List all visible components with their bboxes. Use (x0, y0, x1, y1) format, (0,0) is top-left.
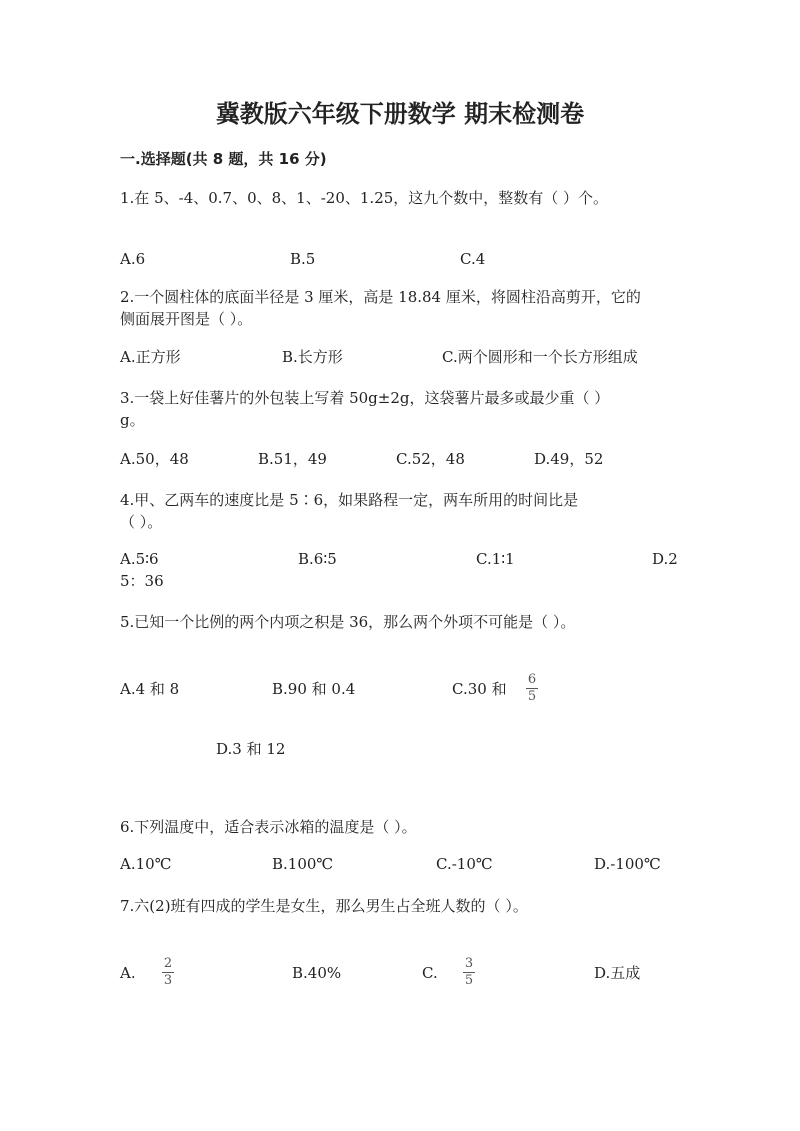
question-1-option-c: C.4 (460, 250, 486, 268)
question-6-option-b: B.100℃ (272, 855, 334, 873)
fraction-numerator: 6 (527, 672, 537, 687)
fraction-denominator: 5 (464, 973, 474, 988)
question-6-stem: 6.下列温度中，适合表示冰箱的温度是（ ）。 (120, 818, 417, 836)
question-7-option-c-fraction (463, 957, 475, 988)
question-3-option-c: C.52，48 (396, 450, 465, 468)
question-5-option-a: A.4 和 8 (120, 680, 180, 698)
question-3-stem-line2: g。 (120, 411, 145, 429)
question-7-option-c: C. (422, 964, 438, 982)
question-5-option-c-fraction (526, 673, 538, 704)
question-4-option-b: B.6∶5 (298, 550, 337, 568)
fraction-denominator: 3 (163, 973, 173, 988)
question-3-option-b: B.51，49 (258, 450, 327, 468)
section-heading: 一.选择题(共 8 题，共 16 分) (120, 150, 327, 168)
page-title: 冀教版六年级下册数学 期末检测卷 (215, 100, 585, 128)
question-6-option-c: C.-10℃ (436, 855, 493, 873)
question-7-option-a: A. (120, 964, 136, 982)
fraction-denominator: 5 (527, 689, 537, 704)
question-4-option-d: D.2 (652, 550, 678, 568)
question-2-option-c: C.两个圆形和一个长方形组成 (442, 348, 638, 366)
question-6-option-d: D.-100℃ (594, 855, 661, 873)
question-5-stem: 5.已知一个比例的两个内项之积是 36，那么两个外项不可能是（ ）。 (120, 613, 576, 631)
question-6-option-a: A.10℃ (120, 855, 172, 873)
question-3-option-d: D.49，52 (534, 450, 604, 468)
question-5-option-c: C.30 和 (452, 680, 507, 698)
question-7-option-a-fraction (162, 957, 174, 988)
fraction-numerator: 3 (464, 956, 474, 971)
question-4-stem-line1: 4.甲、乙两车的速度比是 5∶6，如果路程一定，两车所用的时间比是 (120, 491, 579, 509)
question-3-option-a: A.50，48 (120, 450, 189, 468)
question-1-stem: 1.在 5、-4、0.7、0、8、1、-20、1.25，这九个数中，整数有（ ）个。 (120, 189, 609, 207)
fraction-numerator: 2 (163, 956, 173, 971)
question-2-option-a: A.正方形 (120, 348, 181, 366)
question-4-stem-line2: （ ）。 (120, 513, 163, 531)
question-4-option-c: C.1∶1 (476, 550, 515, 568)
question-4-option-a: A.5∶6 (120, 550, 159, 568)
question-5-option-d: D.3 和 12 (216, 740, 286, 758)
question-2-option-b: B.长方形 (282, 348, 343, 366)
question-2-stem-line1: 2.一个圆柱体的底面半径是 3 厘米，高是 18.84 厘米，将圆柱沿高剪开，它的 (120, 288, 641, 306)
question-5-option-b: B.90 和 0.4 (272, 680, 356, 698)
question-7-option-d: D.五成 (594, 964, 641, 982)
question-7-stem: 7.六(2)班有四成的学生是女生，那么男生占全班人数的（ ）。 (120, 897, 528, 915)
question-1-option-a: A.6 (120, 250, 146, 268)
question-7-option-b: B.40% (292, 964, 342, 982)
question-3-stem-line1: 3.一袋上好佳薯片的外包装上写着 50g±2g，这袋薯片最多或最少重（ ） (120, 389, 610, 407)
question-2-stem-line2: 侧面展开图是（ ）。 (120, 310, 253, 328)
question-4-option-d-wrap: 5：36 (120, 572, 164, 590)
question-1-option-b: B.5 (290, 250, 316, 268)
